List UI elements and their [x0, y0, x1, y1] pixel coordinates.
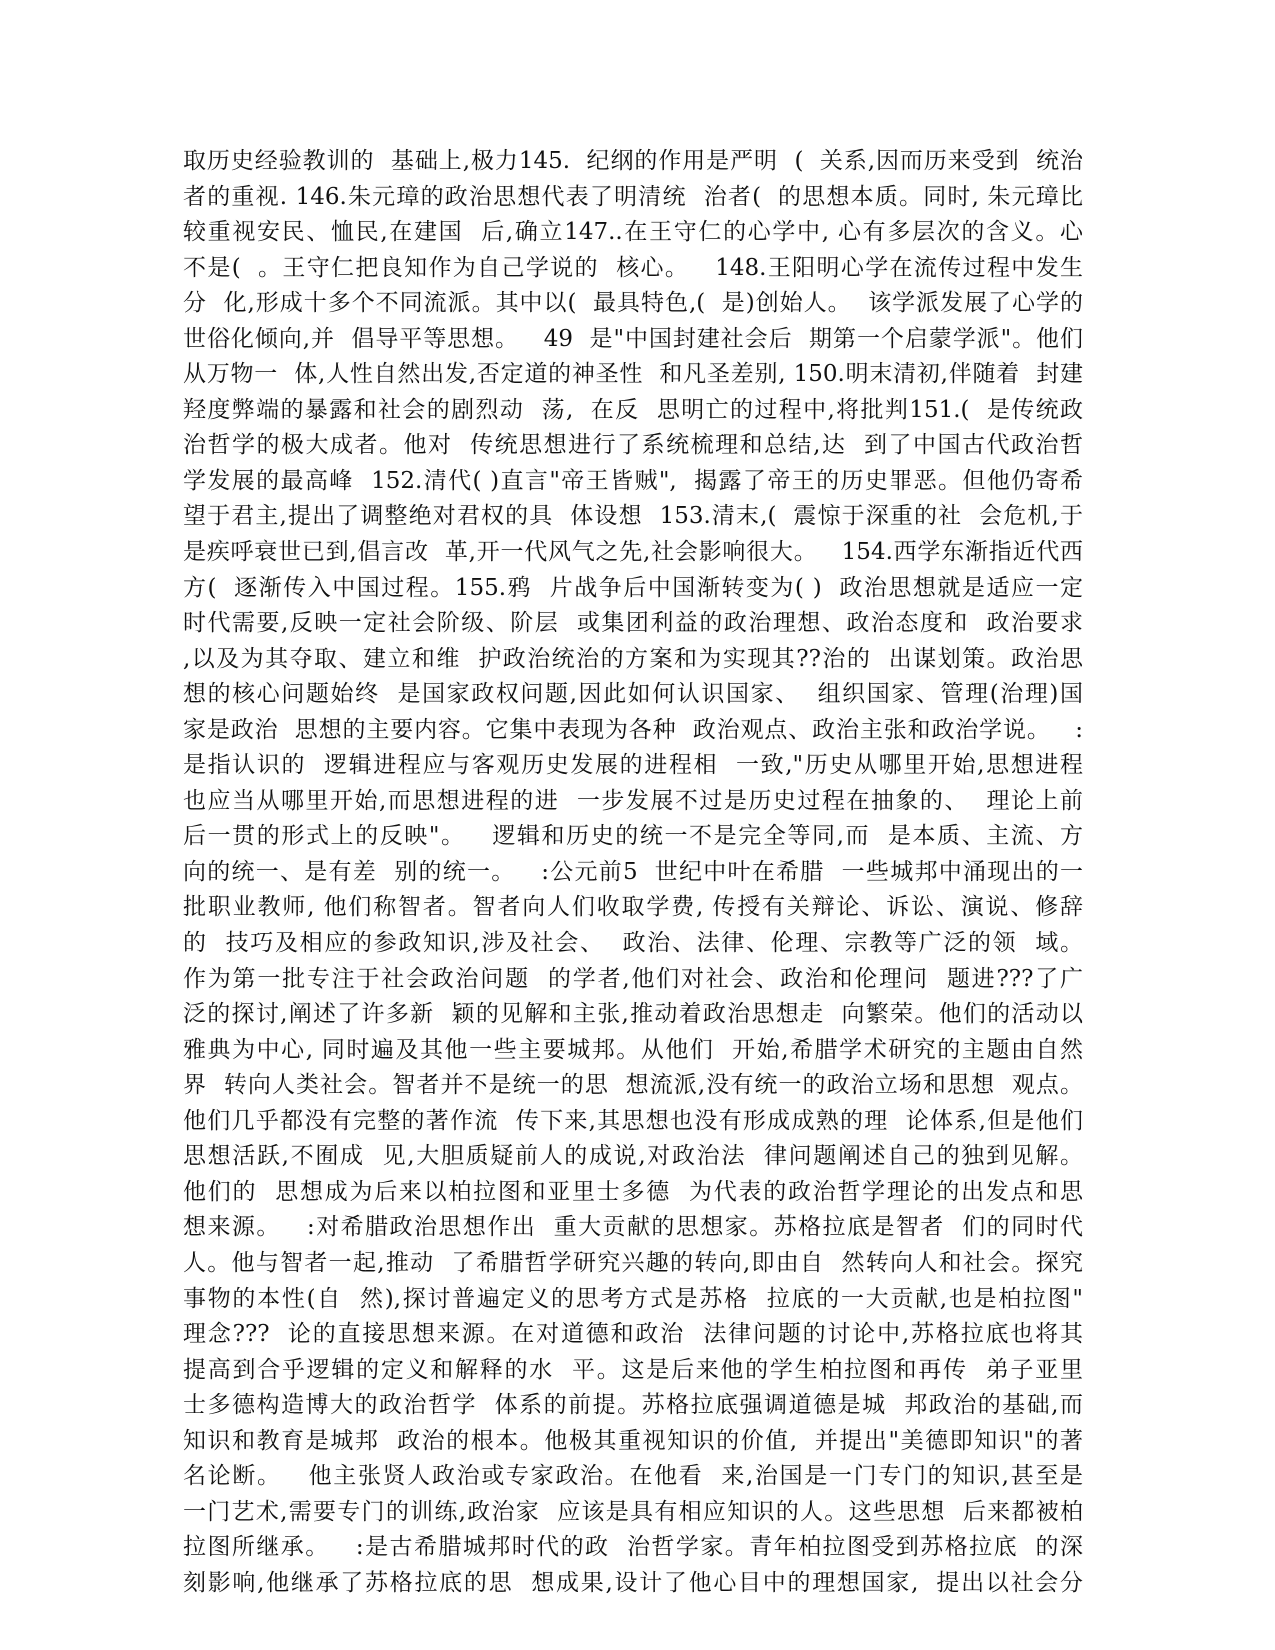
text-line: 名论断。 他主张贤人政治或专家政治。在他看 来,治国是一门专门的知识,甚至是	[183, 1463, 1083, 1490]
text-line: 方( 逐渐传入中国过程。155.鸦 片战争后中国渐转变为( ) 政治思想就是适应一定	[183, 574, 1083, 601]
text-line: 世俗化倾向,并 倡导平等思想。 49 是"中国封建社会后 期第一个启蒙学派"。他们	[183, 325, 1083, 352]
text-line: 分 化,形成十多个不同流派。其中以( 最具特色,( 是)创始人。 该学派发展了心学的	[183, 290, 1083, 317]
text-line: 不是( 。王守仁把良知作为自己学说的 核心。 148.王阳明心学在流传过程中发生	[183, 254, 1083, 281]
text-line: 是疾呼衰世已到,倡言改 革,开一代风气之先,社会影响很大。 154.西学东渐指近代西	[183, 539, 1083, 566]
text-line: 治哲学的极大成者。他对 传统思想进行了系统梳理和总结,达 到了中国古代政治哲	[183, 432, 1083, 459]
text-line: 批职业教师, 他们称智者。智者向人们收取学费, 传授有关辩论、诉讼、演说、修辞	[183, 894, 1083, 921]
text-line: 从万物一 体,人性自然出发,否定道的神圣性 和凡圣差别, 150.明末清初,伴随着 封建	[183, 361, 1083, 388]
text-line: 他们几乎都没有完整的著作流 传下来,其思想也没有形成成熟的理 论体系,但是他们	[183, 1107, 1083, 1134]
text-line: 人。他与智者一起,推动 了希腊哲学研究兴趣的转向,即由自 然转向人和社会。探究	[183, 1249, 1083, 1276]
text-line: 是指认识的 逻辑进程应与客观历史发展的进程相 一致,"历史从哪里开始,思想进程	[183, 752, 1083, 779]
text-line: 想的核心问题始终 是国家政权问题,因此如何认识国家、 组织国家、管理(治理)国	[183, 681, 1083, 708]
text-line: 事物的本性(自 然),探讨普遍定义的思考方式是苏格 拉底的一大贡献,也是柏拉图"	[183, 1285, 1083, 1312]
text-line: 较重视安民、恤民,在建国 后,确立147..在王守仁的心学中, 心有多层次的含义。心	[183, 219, 1083, 246]
text-line: 提高到合乎逻辑的定义和解释的水 平。这是后来他的学生柏拉图和再传 弟子亚里	[183, 1356, 1083, 1383]
text-line: 想来源。 :对希腊政治思想作出 重大贡献的思想家。苏格拉底是智者 们的同时代	[183, 1214, 1083, 1241]
text-line: 士多德构造博大的政治哲学 体系的前提。苏格拉底强调道德是城 邦政治的基础,而	[183, 1392, 1083, 1419]
text-line: 也应当从哪里开始,而思想进程的进 一步发展不过是历史过程在抽象的、 理论上前	[183, 787, 1083, 814]
text-line: 后一贯的形式上的反映"。 逻辑和历史的统一不是完全等同,而 是本质、主流、方	[183, 823, 1083, 850]
text-line: 取历史经验教训的 基础上,极力145. 纪纲的作用是严明 ( 关系,因而历来受到 统治	[183, 148, 1083, 174]
text-line: 知识和教育是城邦 政治的根本。他极其重视知识的价值, 并提出"美德即知识"的著	[183, 1427, 1083, 1454]
text-line: 者的重视. 146.朱元璋的政治思想代表了明清统 治者( 的思想本质。同时, 朱元璋比	[183, 183, 1083, 210]
text-line: 刻影响,他继承了苏格拉底的思 想成果,设计了他心目中的理想国家, 提出以社会分	[183, 1569, 1083, 1596]
text-line: 时代需要,反映一定社会阶级、阶层 或集团利益的政治理想、政治态度和 政治要求	[183, 610, 1083, 637]
text-line: 泛的探讨,阐述了许多新 颖的见解和主张,推动着政治思想走 向繁荣。他们的活动以	[183, 1001, 1083, 1028]
text-line: 一门艺术,需要专门的训练,政治家 应该是具有相应知识的人。这些思想 后来都被柏	[183, 1498, 1083, 1525]
text-line: 拉图所继承。 :是古希腊城邦时代的政 治哲学家。青年柏拉图受到苏格拉底 的深	[183, 1534, 1083, 1561]
text-line: 界 转向人类社会。智者并不是统一的思 想流派,没有统一的政治立场和思想 观点。	[183, 1072, 1083, 1099]
text-line: 家是政治 思想的主要内容。它集中表现为各种 政治观点、政治主张和政治学说。 :	[183, 716, 1083, 743]
text-line: 他们的 思想成为后来以柏拉图和亚里士多德 为代表的政治哲学理论的出发点和思	[183, 1178, 1083, 1205]
text-line: 望于君主,提出了调整绝对君权的具 体设想 153.清末,( 震惊于深重的社 会危机,于	[183, 503, 1083, 530]
text-line: ,以及为其夺取、建立和维 护政治统治的方案和为实现其??治的 出谋划策。政治思	[183, 645, 1083, 672]
text-line: 的 技巧及相应的参政知识,涉及社会、 政治、法律、伦理、宗教等广泛的领 域。	[183, 930, 1083, 957]
document-body	[183, 144, 1083, 1601]
text-line: 作为第一批专注于社会政治问题 的学者,他们对社会、政治和伦理问 题进???了广	[183, 965, 1083, 992]
text-line: 雅典为中心, 同时遍及其他一些主要城邦。从他们 开始,希腊学术研究的主题由自然	[183, 1036, 1083, 1063]
text-line: 羟度弊端的暴露和社会的剧烈动 荡, 在反 思明亡的过程中,将批判151.( 是传统政	[183, 396, 1083, 423]
text-line: 思想活跃,不囿成 见,大胆质疑前人的成说,对政治法 律问题阐述自己的独到见解。	[183, 1143, 1083, 1170]
text-line: 学发展的最高峰 152.清代( )直言"帝王皆贼", 揭露了帝王的历史罪恶。但他仍寄希	[183, 467, 1083, 494]
text-line: 向的统一、是有差 别的统一。 :公元前5 世纪中叶在希腊 一些城邦中涌现出的一	[183, 858, 1083, 885]
text-line: 理念??? 论的直接思想来源。在对道德和政治 法律问题的讨论中,苏格拉底也将其	[183, 1321, 1083, 1348]
